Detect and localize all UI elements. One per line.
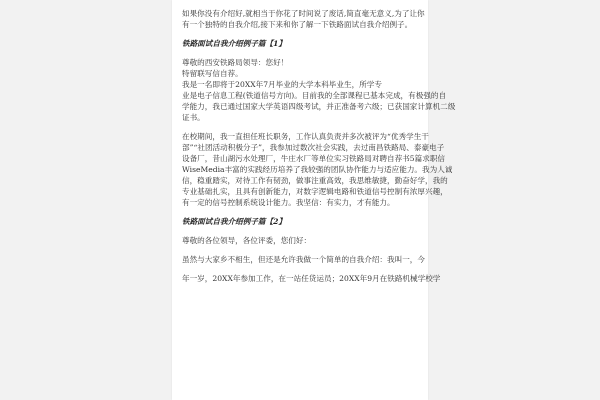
paragraph-line: 尊敬的西安铁路局领导：您好！ [182, 58, 289, 67]
paragraph-line: 我是一名即将于20XX年7月毕业的大学本科毕业生，所学专 [182, 80, 382, 89]
paragraph-line: 设备厂，昔山湖污水处理厂，牛庄水厂等单位实习铁路局对聘自荐书5篇求职信 [182, 154, 446, 163]
document-content [182, 8, 456, 284]
paragraph-line: 信，稳重踏实，对待工作有韧劲，做事注重高效，我思维敏捷，勤奋好学，我的 [182, 176, 448, 185]
paragraph-line: 有一定的信号控制系统设计能力。我坚信：有实力，才有能力。 [182, 198, 395, 207]
paragraph-line: 学能力，我已通过国家大学英语四级考试，并正准备考六级；已获国家计算机二级 [182, 102, 456, 111]
intro-line: 如果你没有介绍好,就相当于你花了时间说了废话,简直毫无意义,为了让你 [182, 9, 425, 18]
paragraph-line: 虽然与大家乡不相生，但还是允许我做一个简单的自我介绍：我叫一，今 [182, 255, 425, 264]
paragraph-line: 特留联写信自荐。 [182, 69, 243, 78]
intro-line: 有一个独特的自我介绍,接下来和你了解一下铁路面试自我介绍例子。 [182, 20, 413, 29]
paragraph-line: 尊敬的各位领导，各位评委，您们好： [182, 236, 312, 245]
paragraph-line: WiseMedia丰富的实践经历培养了我较强的团队协作能力与适应能力。我为人诚 [182, 165, 453, 174]
paragraph-line: 年一岁，20XX年参加工作，在一站任货运员；20XX年9月在铁路机械学校学 [182, 274, 441, 283]
paragraph-line: 专业基础扎实，且具有创新能力，对数字逻辑电路和铁道信号控制有浓厚兴趣， [182, 187, 448, 196]
paragraph-line: 在校期间，我一直担任班长职务，工作认真负责并多次被评为“优秀学生干 [182, 132, 429, 141]
paragraph-line: 证书。 [182, 113, 205, 122]
document-page [172, 0, 456, 400]
section-heading-1: 铁路面试自我介绍例子篇【1】 [182, 39, 287, 48]
paragraph-line: 业是电子信息工程(铁道信号方向)。目前我的全部课程已基本完成，有极强的自 [182, 91, 447, 100]
paragraph-line: 部”“社团活动积极分子”，我参加过数次社会实践，去过南昌铁路局、泰豪电子 [182, 143, 445, 152]
section-heading-2: 铁路面试自我介绍例子篇【2】 [182, 217, 287, 226]
